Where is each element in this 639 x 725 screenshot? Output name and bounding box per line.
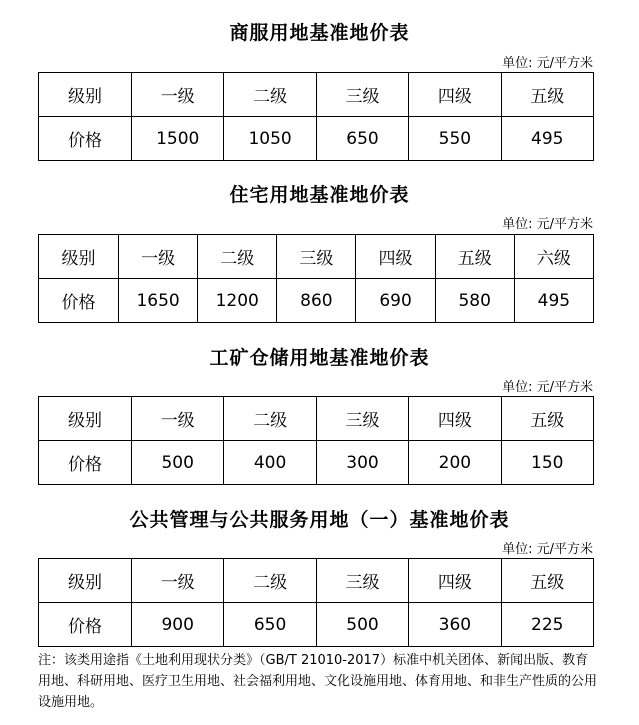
table-cell: 360 (409, 603, 501, 647)
unit-label: 单位: 元/平方米 (502, 542, 593, 557)
table-title: 商服用地基准地价表 (229, 22, 410, 44)
unit-label: 单位: 元/平方米 (502, 56, 593, 71)
table-header-cell: 五级 (501, 559, 593, 603)
table-header-cell: 三级 (316, 73, 408, 117)
table-title: 工矿仓储用地基准地价表 (209, 347, 430, 369)
table-cell: 650 (316, 117, 408, 161)
table-cell: 1650 (119, 279, 198, 323)
unit-label: 单位: 元/平方米 (502, 380, 593, 395)
table-header-cell: 二级 (224, 559, 316, 603)
table-cell: 580 (435, 279, 514, 323)
table-cell: 1500 (132, 117, 224, 161)
table-header-cell: 四级 (409, 397, 501, 441)
table-cell: 价格 (39, 117, 132, 161)
table-header-row (39, 559, 594, 603)
table-cell: 1050 (224, 117, 316, 161)
table-row (39, 603, 594, 647)
table-header-cell: 一级 (132, 559, 224, 603)
table-header-cell: 一级 (132, 397, 224, 441)
table-header-row (39, 235, 594, 279)
table-cell: 860 (277, 279, 356, 323)
table-cell: 150 (501, 441, 593, 485)
table-cell: 495 (514, 279, 593, 323)
table-header-cell: 五级 (501, 73, 593, 117)
table-header-cell: 二级 (198, 235, 277, 279)
table-cell: 价格 (39, 279, 119, 323)
table-cell: 500 (316, 603, 408, 647)
table-cell: 550 (409, 117, 501, 161)
table-header-cell: 四级 (356, 235, 435, 279)
table-row (39, 279, 594, 323)
table-title: 公共管理与公共服务用地（一）基准地价表 (129, 509, 510, 531)
table-header-cell: 级别 (39, 397, 132, 441)
table-header-cell: 二级 (224, 397, 316, 441)
table-cell: 500 (132, 441, 224, 485)
table-header-cell: 级别 (39, 235, 119, 279)
table-cell: 690 (356, 279, 435, 323)
table-cell: 1200 (198, 279, 277, 323)
table-cell: 300 (316, 441, 408, 485)
table-row (39, 441, 594, 485)
table-header-cell: 五级 (501, 397, 593, 441)
table-header-row (39, 73, 594, 117)
footnote: 注：该类用途指《土地利用现状分类》（GB/T 21010-2017）标准中机关团体、新闻出版、教育用地、科研用地、医疗卫生用地、社会福利用地、文化设施用地、体育用地、和非生产性质的公用设施用地。 (38, 653, 598, 710)
table-header-cell: 三级 (316, 559, 408, 603)
table-header-cell: 五级 (435, 235, 514, 279)
table-header-cell: 二级 (224, 73, 316, 117)
table-cell: 价格 (39, 441, 132, 485)
table-header-cell: 级别 (39, 73, 132, 117)
table-header-cell: 三级 (316, 397, 408, 441)
table-cell: 价格 (39, 603, 132, 647)
table-title: 住宅用地基准地价表 (229, 184, 410, 206)
table-row (39, 117, 594, 161)
table-cell: 400 (224, 441, 316, 485)
price-table (38, 558, 594, 647)
table-cell: 650 (224, 603, 316, 647)
table-header-cell: 一级 (132, 73, 224, 117)
table-cell: 225 (501, 603, 593, 647)
price-table (38, 234, 594, 323)
table-cell: 495 (501, 117, 593, 161)
table-header-cell: 六级 (514, 235, 593, 279)
table-header-cell: 四级 (409, 559, 501, 603)
table-header-cell: 三级 (277, 235, 356, 279)
table-header-cell: 四级 (409, 73, 501, 117)
table-cell: 200 (409, 441, 501, 485)
unit-label: 单位: 元/平方米 (502, 217, 593, 232)
table-header-cell: 级别 (39, 559, 132, 603)
table-header-row (39, 397, 594, 441)
price-table (38, 72, 594, 161)
price-table (38, 396, 594, 485)
table-cell: 900 (132, 603, 224, 647)
table-header-cell: 一级 (119, 235, 198, 279)
